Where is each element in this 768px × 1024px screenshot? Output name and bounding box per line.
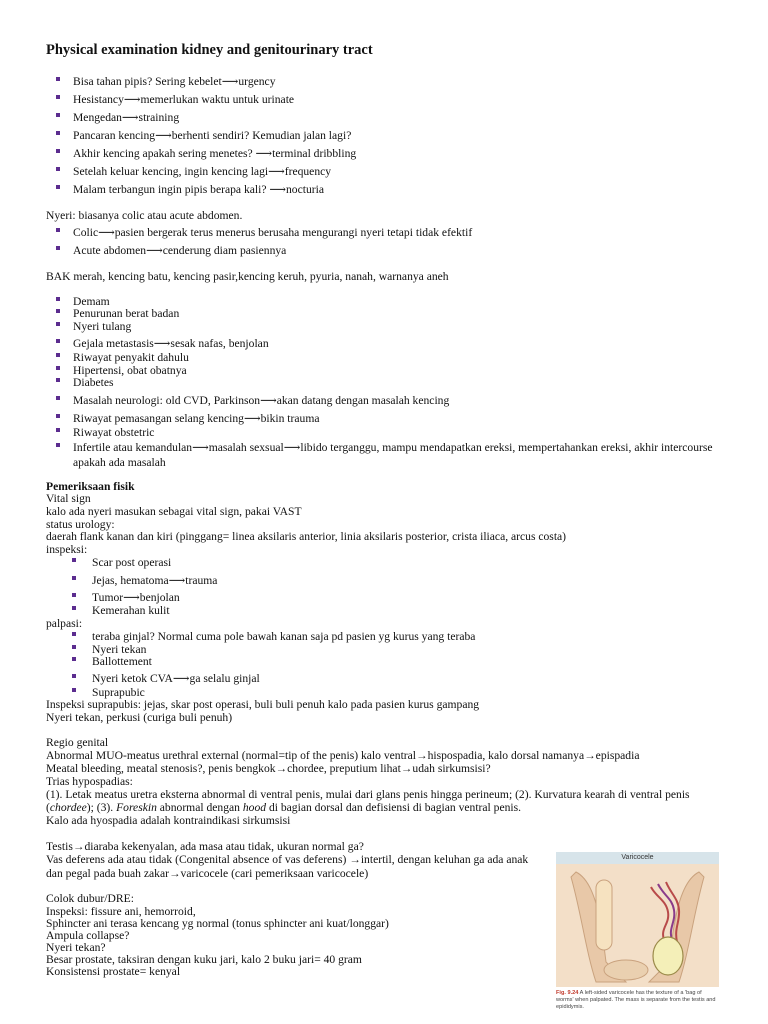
list-item: Acute abdomen⟶cenderung diam pasiennya (73, 244, 287, 257)
text-line: Inspeksi suprapubis: jejas, skar post operasi, buli buli penuh kalo pada pasien kurus gampang (46, 698, 480, 711)
bullet-icon (72, 576, 76, 580)
varicocele-illustration (556, 852, 719, 987)
bullet-icon (72, 606, 76, 610)
list-item: Setelah keluar kencing, ingin kencing lagi⟶frequency (73, 165, 332, 178)
text-line: palpasi: (46, 617, 83, 630)
text-line: Colok dubur/DRE: (46, 892, 134, 905)
bullet-icon (56, 366, 60, 370)
figure-caption-text: A left-sided varicocele has the texture of a 'bag of worms' when palpated. The mass is separate from the testis and epididymis. (556, 990, 716, 1010)
text-line (46, 801, 521, 814)
list-item: Ballottement (92, 655, 152, 668)
text-span: ); (3). (86, 801, 117, 814)
bullet-icon (72, 558, 76, 562)
bullet-icon (56, 167, 60, 171)
text-line: Kalo ada hyospadia adalah kontraindikasi sirkumsisi (46, 814, 291, 827)
bullet-icon (72, 657, 76, 661)
text-span: abnormal dengan (156, 801, 243, 814)
bullet-icon (56, 353, 60, 357)
figure-label: Fig. 9.24 (556, 990, 579, 996)
list-item: Penurunan berat badan (73, 307, 180, 320)
bullet-icon (72, 593, 76, 597)
bullet-icon (56, 77, 60, 81)
bullet-icon (72, 632, 76, 636)
bullet-icon (72, 688, 76, 692)
text-line: (1). Letak meatus uretra eksterna abnormal di ventral penis, mulai dari glans penis hingga perineum; (2). Kurvatura kearah di ventral penis (46, 788, 690, 801)
text-line: dan pegal pada buah zakar→varicocele (cari pemeriksaan varicocele) (46, 867, 369, 880)
section-heading: Pemeriksaan fisik (46, 480, 135, 493)
list-item: Mengedan⟶straining (73, 111, 180, 124)
list-item: Nyeri ketok CVA⟶ga selalu ginjal (92, 672, 260, 685)
text-line: status urology: (46, 518, 115, 531)
bullet-icon (56, 113, 60, 117)
bullet-icon (56, 443, 60, 447)
italic-term: hood (242, 801, 267, 814)
bullet-icon (56, 322, 60, 326)
text-line: Inspeksi: fissure ani, hemorroid, (46, 905, 196, 918)
list-item: Scar post operasi (92, 556, 172, 569)
bullet-icon (56, 131, 60, 135)
bullet-icon (72, 674, 76, 678)
text-line: Vas deferens ada atau tidak (Congenital absence of vas deferens) →intertil, dengan keluhan ga ada anak (46, 853, 529, 866)
text-line: Regio genital (46, 736, 109, 749)
list-item: Suprapubic (92, 686, 145, 699)
list-item: Pancaran kencing⟶berhenti sendiri? Kemudian jalan lagi? (73, 129, 352, 142)
list-item: Nyeri tulang (73, 320, 132, 333)
figure-header: Varicocele (556, 852, 719, 864)
bullet-icon (56, 246, 60, 250)
list-item: Masalah neurologi: old CVD, Parkinson⟶akan datang dengan masalah kencing (73, 394, 450, 407)
nyeri-text: Nyeri: biasanya colic atau acute abdomen. (46, 209, 243, 222)
list-item: Diabetes (73, 376, 114, 389)
list-item: Riwayat obstetric (73, 426, 155, 439)
text-line: kalo ada nyeri masukan sebagai vital sign, pakai VAST (46, 505, 302, 518)
bullet-icon (56, 428, 60, 432)
text-line: Sphincter ani terasa kencang yg normal (tonus sphincter ani kuat/longgar) (46, 917, 389, 930)
list-item: Kemerahan kulit (92, 604, 170, 617)
bullet-icon (56, 378, 60, 382)
text-span: ( (46, 801, 50, 814)
list-item: Infertile atau kemandulan⟶masalah sexsual⟶libido terganggu, mampu mendapatkan ereksi, mempertahankan ereksi, akhir intercourse (73, 441, 713, 454)
bullet-icon (56, 309, 60, 313)
bullet-icon (56, 149, 60, 153)
list-item: Akhir kencing apakah sering menetes? ⟶terminal dribbling (73, 147, 357, 160)
text-line: Besar prostate, taksiran dengan kuku jari, kalo 2 buku jari= 40 gram (46, 953, 362, 966)
text-line: Meatal bleeding, meatal stenosis?, penis bengkok→chordee, preputium lihat→udah sirkumsisi? (46, 762, 491, 775)
italic-term: Foreskin (116, 801, 157, 814)
text-line: Konsistensi prostate= kenyal (46, 965, 181, 978)
list-item: Riwayat penyakit dahulu (73, 351, 189, 364)
text-line: daerah flank kanan dan kiri (pinggang= linea aksilaris anterior, linia aksilaris posterior, crista iliaca, arcus costa) (46, 530, 567, 543)
text-line: Nyeri tekan, perkusi (curiga buli penuh) (46, 711, 233, 724)
bullet-icon (56, 185, 60, 189)
varicocele-figure (556, 852, 719, 1022)
bak-text: BAK merah, kencing batu, kencing pasir,kencing keruh, pyuria, nanah, warnanya aneh (46, 270, 449, 283)
list-item: Riwayat pemasangan selang kencing⟶bikin trauma (73, 412, 320, 425)
list-item: Gejala metastasis⟶sesak nafas, benjolan (73, 337, 269, 350)
text-line: inspeksi: (46, 543, 88, 556)
text-line: Abnormal MUO-meatus urethral external (normal=tip of the penis) kalo ventral→hispospadia, kalo dorsal namanya→epispadia (46, 749, 640, 762)
bullet-icon (56, 339, 60, 343)
page-title: Physical examination kidney and genitourinary tract (46, 42, 373, 58)
bullet-icon (56, 228, 60, 232)
bullet-icon (56, 396, 60, 400)
list-item: Jejas, hematoma⟶trauma (92, 574, 218, 587)
text-line: Ampula collapse? (46, 929, 130, 942)
list-item: Hesistancy⟶memerlukan waktu untuk urinate (73, 93, 295, 106)
list-item: Nyeri tekan (92, 643, 147, 656)
text-line: Vital sign (46, 492, 91, 505)
list-item: Colic⟶pasien bergerak terus menerus berusaha mengurangi nyeri tetapi tidak efektif (73, 226, 473, 239)
list-item: Malam terbangun ingin pipis berapa kali? ⟶nocturia (73, 183, 324, 196)
italic-term: chordee (49, 801, 87, 814)
text-line: Trias hypospadias: (46, 775, 133, 788)
list-item: teraba ginjal? Normal cuma pole bawah kanan saja pd pasien yg kurus yang teraba (92, 630, 476, 643)
figure-caption (556, 990, 719, 1011)
list-item: Tumor⟶benjolan (92, 591, 180, 604)
figure-illustration (556, 852, 719, 987)
list-item: Hipertensi, obat obatnya (73, 364, 187, 377)
text-span: di bagian dorsal dan defisiensi di bagian ventral penis. (266, 801, 522, 814)
bullet-icon (72, 645, 76, 649)
text-line: Testis→diaraba kekenyalan, ada masa atau tidak, ukuran normal ga? (46, 840, 364, 853)
list-item: Bisa tahan pipis? Sering kebelet⟶urgency (73, 75, 276, 88)
bullet-icon (56, 297, 60, 301)
bullet-icon (56, 414, 60, 418)
text-line: Nyeri tekan? (46, 941, 106, 954)
list-item: Demam (73, 295, 110, 308)
list-item-continuation: apakah ada masalah (73, 456, 166, 469)
bullet-icon (56, 95, 60, 99)
